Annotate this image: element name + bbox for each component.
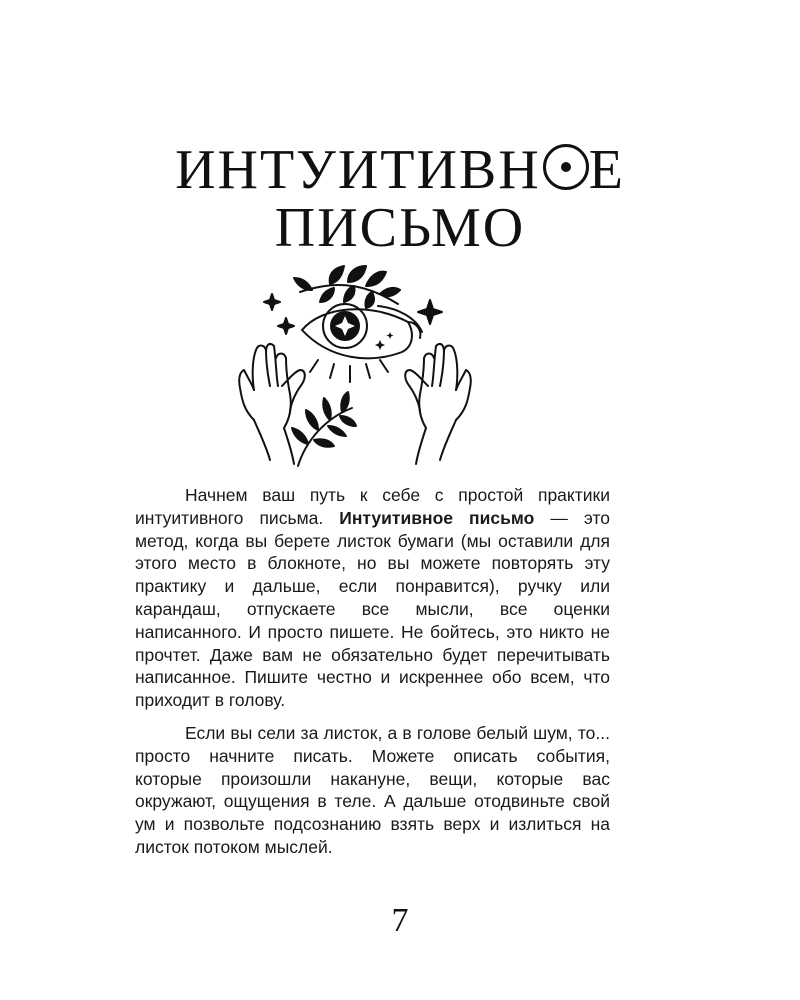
eye-dot-letter-icon bbox=[543, 144, 589, 190]
paragraph-1-lead: Начнем ваш путь к себе с простой практики интуитивного письма. bbox=[135, 485, 610, 528]
right-hand-icon bbox=[405, 344, 471, 464]
bottom-leaf-branch-icon bbox=[292, 392, 356, 466]
title-text: ИНТУИТИВН bbox=[175, 139, 541, 201]
paragraph-1 bbox=[135, 484, 610, 712]
term-highlight: Интуитивное письмо bbox=[339, 507, 535, 528]
body-text bbox=[135, 484, 610, 859]
eye-with-hands-and-leaves-icon bbox=[230, 260, 480, 470]
page-title-line-1 bbox=[0, 138, 800, 202]
eye-icon bbox=[302, 304, 422, 358]
top-leaf-branch-icon bbox=[294, 266, 400, 308]
title-text-end: Е bbox=[588, 139, 625, 201]
paragraph-1-rest: — это метод, когда вы берете листок бумаги (мы оставили для этого место в блокноте, но вы можете повторять эту практику и дальше, если понравится), ручку или карандаш, отпускаете все мысли, все оценки написанного. И просто пишете. Не бойтесь, это никто не прочтет. Даже вам не обязательно будет перечитывать написанное. Пишите честно и искреннее обо всем, что приходит в голову. bbox=[135, 507, 610, 711]
left-hand-icon bbox=[239, 344, 305, 464]
paragraph-2: Если вы сели за листок, а в голове белый шум, то... просто начните писать. Можете описать события, которые произошли накануне, вещи, которые вас окружают, ощущения в теле. А дальше отодвиньте свой ум и позвольте подсознанию взять верх и излиться на листок потоком мыслей. bbox=[135, 722, 610, 857]
page-title-line-2: ПИСЬМО bbox=[274, 197, 526, 259]
rays-icon bbox=[310, 360, 388, 382]
page-number: 7 bbox=[391, 902, 409, 939]
